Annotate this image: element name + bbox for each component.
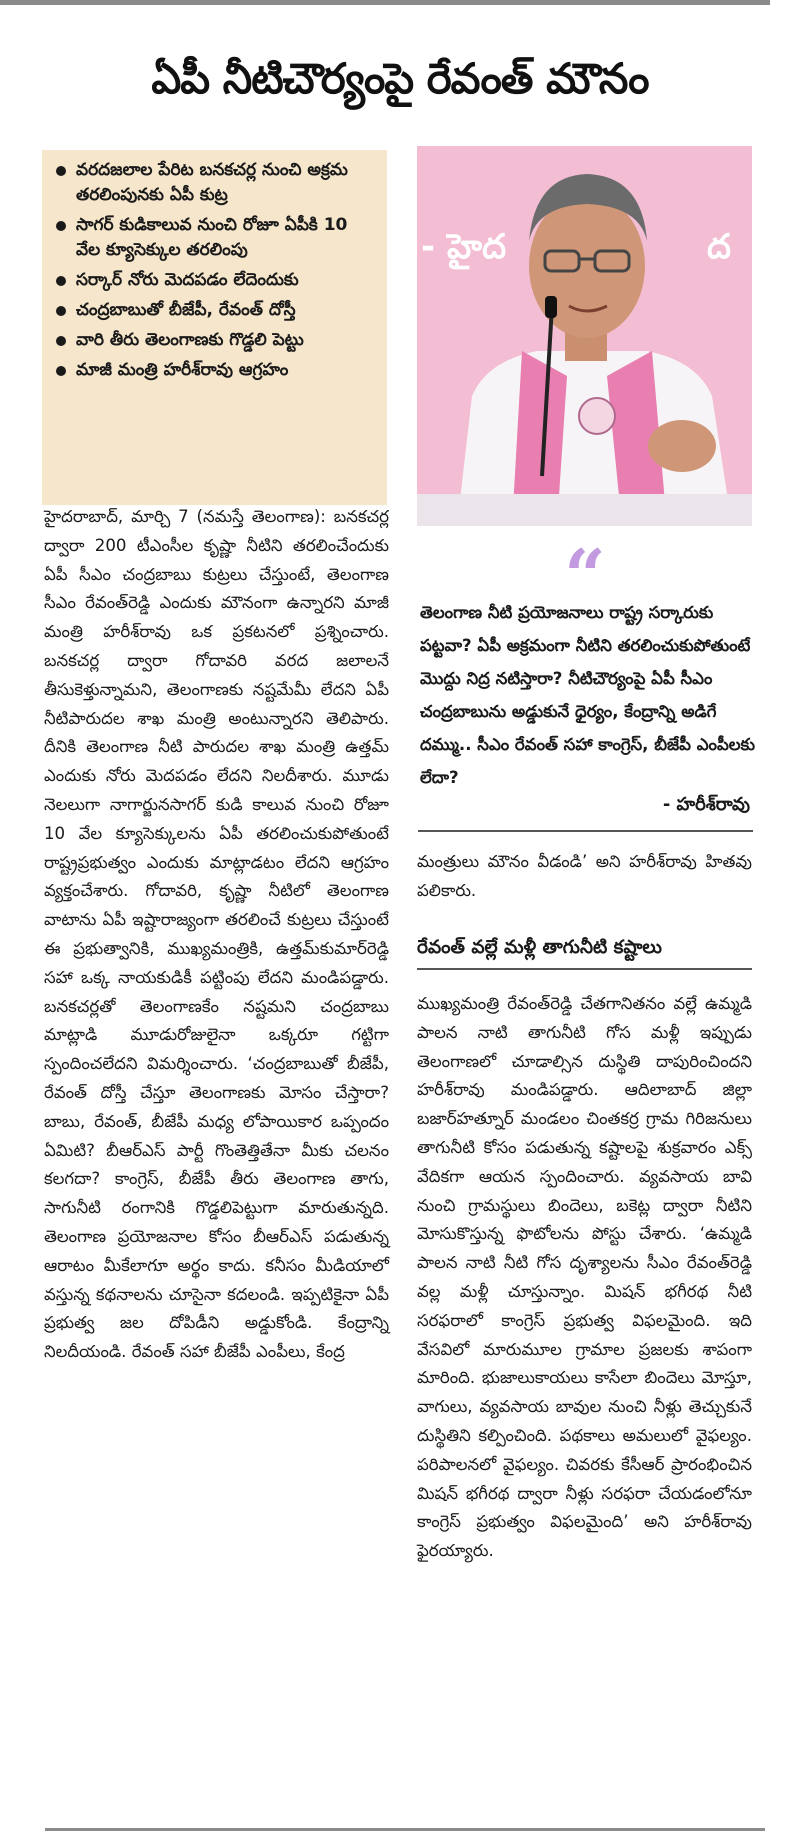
highlight-item — [56, 158, 377, 208]
article-body-right-bottom — [417, 990, 752, 1566]
highlight-item — [56, 298, 377, 323]
highlight-text: మాజీ మంత్రి హరీశ్‌రావు ఆగ్రహం — [76, 360, 289, 380]
highlight-text: వరదజలాల పేరిట బనకచర్ల నుంచి అక్రమ తరలింపునకు ఏపీ కుట్ర — [76, 160, 348, 205]
banner-text: - హైద — [421, 227, 507, 267]
article-paragraph: హైదరాబాద్, మార్చి 7 (నమస్తే తెలంగాణ): బనకచర్ల ద్వారా 200 టీఎంసీల కృష్ణా నీటిని తరలించేందుకు ఏపీ సీఎం చంద్రబాబు కుట్రలు చేస్తుంటే, తెలంగాణ సీఎం రేవంత్‌రెడ్డి ఎందుకు మౌనంగా ఉన్నారని మాజీ మంత్రి హరీశ్‌రావు ఒక ప్రకటనలో ప్రశ్నించారు. బనకచర్ల ద్వారా గోదావరి వరద జలాలనే తీసుకెళ్తున్నామని, తెలంగాణకు నష్టమేమీ లేదని ఏపీ నీటిపారుదల శాఖ మంత్రి అంటున్నారని తెలిపారు. దీనికి తెలంగాణ నీటి పారుదల శాఖ మంత్రి ఉత్తమ్ ఎందుకు నోరు మెదపడం లేదని నిలదీశారు. మూడు నెలలుగా నాగార్జునసాగర్ కుడి కాలువ నుంచి రోజూ 10 వేల క్యూసెక్కులను ఏపీ తరలించుకుపోతుంటే రాష్ట్రప్రభుత్వం ఎందుకు మాట్లాడటం లేదని ఆగ్రహం వ్యక్తంచేశారు. గోదావరి, కృష్ణా నీటిలో తెలంగాణ వాటాను ఏపీ ఇష్టారాజ్యంగా తరలించే కుట్రలు చేస్తుంటే ఈ ప్రభుత్వానికి, ముఖ్యమంత్రికి, ఉత్తమ్‌కుమార్‌రెడ్డి సహా ఒక్క నాయకుడికీ పట్టింపు లేదని మండిపడ్డారు. బనకచర్లతో తెలంగాణకేం నష్టమని చంద్రబాబు మాట్లాడి మూడురోజులైనా ఒక్కరూ గట్టిగా స్పందించలేదని విమర్శించారు. ‘చంద్రబాబుతో బీజేపీ, రేవంత్ దోస్తీ చేస్తూ తెలంగాణకు మోసం చేస్తారా? బాబు, రేవంత్, బీజేపీ మధ్య లోపాయికార ఒప్పందం ఏమిటి? బీఆర్‌ఎస్ పార్టీ గొంతెత్తితేనా మీకు చలనం కలగదా? కాంగ్రెస్, బీజేపీ తీరు తెలంగాణ తాగు, సాగునీటి రంగానికి గొడ్డలిపెట్టుగా మారుతున్నది. తెలంగాణ ప్రయోజనాల కోసం బీఆర్‌ఎస్ పడుతున్న ఆరాటం మీకేలాగూ అర్థం కాదు. కనీసం మీడియాలో వస్తున్న కథనాలను చూసైనా కదలండి. ఇప్పటికైనా ఏపీ ప్రభుత్వ జల దోపిడీని అడ్డుకోండి. కేంద్రాన్ని నిలదీయండి. రేవంత్ సహా బీజేపీ ఎంపీలు, కేంద్ర — [44, 507, 389, 1362]
pull-quote: తెలంగాణ నీటి ప్రయోజనాలు రాష్ట్ర సర్కారుకు పట్టవా? ఏపీ అక్రమంగా నీటిని తరలించుకుపోతుంటే మొద్దు నిద్ర నటిస్తారా? నీటిచౌర్యంపై ఏపీ సీఎం చంద్రబాబును అడ్డుకునే ధైర్యం, కేంద్రాన్ని అడిగే దమ్ము.. సీఎం రేవంత్ సహా కాంగ్రెస్, బీజేపీ ఎంపీలకు లేదా? — [420, 603, 755, 787]
speaker-photo — [417, 146, 752, 526]
speaker-illustration — [417, 146, 752, 526]
top-rule — [0, 0, 770, 5]
highlight-item — [56, 328, 377, 353]
bullet-icon — [56, 306, 66, 316]
bottom-rule — [45, 1828, 765, 1831]
article-body-right-top — [417, 848, 752, 906]
bullet-icon — [56, 276, 66, 286]
headline: ఏపీ నీటిచౌర్యంపై రేవంత్ మౌనం — [151, 54, 649, 103]
article-paragraph: మంత్రులు మౌనం వీడండి’ అని హరీశ్‌రావు హితవు పలికారు. — [417, 852, 752, 900]
banner-text-right: ద — [707, 227, 732, 267]
highlight-item — [56, 213, 377, 263]
highlight-text: చంద్రబాబుతో బీజేపీ, రేవంత్ దోస్తీ — [76, 300, 296, 320]
highlight-text: సర్కార్ నోరు మెదపడం లేదెందుకు — [76, 270, 299, 290]
highlight-text: వారి తీరు తెలంగాణకు గొడ్డలి పెట్టు — [76, 330, 304, 350]
subheading: రేవంత్ వల్లే మళ్లీ తాగునీటి కష్టాలు — [417, 937, 662, 958]
bullet-icon — [56, 166, 66, 176]
bullet-icon — [56, 366, 66, 376]
article-paragraph: ముఖ్యమంత్రి రేవంత్‌రెడ్డి చేతగానితనం వల్లే ఉమ్మడి పాలన నాటి తాగునీటి గోస మళ్లీ ఇప్పుడు తెలంగాణలో చూడాల్సిన దుస్థితి దాపురించిందని హరీశ్‌రావు మండిపడ్డారు. ఆదిలాబాద్ జిల్లా బజార్‌హత్నూర్ మండలం చింతకర్ర గ్రామ గిరిజనులు తాగునీటి కోసం పడుతున్న కష్టాలపై శుక్రవారం ఎక్స్ వేదికగా ఆయన స్పందించారు. వ్యవసాయ బావి నుంచి గ్రామస్థులు బిందెలు, బకెట్ల ద్వారా నీటిని మోసుకొస్తున్న ఫొటోలను పోస్టు చేశారు. ‘ఉమ్మడి పాలన నాటి నీటి గోస దృశ్యాలను సీఎం రేవంత్‌రెడ్డి వల్ల మళ్లీ చూస్తున్నాం. మిషన్ భగీరథ నీటి సరఫరాలో కాంగ్రెస్ ప్రభుత్వ విఫలమైంది. ఇది వేసవిలో మారుమూల గ్రామాల ప్రజలకు శాపంగా మారింది. భుజాలుకాయలు కాసేలా బిందెలు మోస్తూ, వాగులు, వ్యవసాయ బావుల నుంచి నీళ్లు తెచ్చుకునే దుస్థితిని కల్పించింది. పథకాలు అమలులో వైఫల్యం. పరిపాలనలో వైఫల్యం. చివరకు కేసీఆర్ ప్రారంభించిన మిషన్ భగీరథ ద్వారా నీళ్లు సరఫరా చేయడంలోనూ కాంగ్రెస్ ప్రభుత్వం విఫలమైంది’ అని హరీశ్‌రావు ఫైరయ్యారు. — [417, 994, 752, 1561]
quote-author: - హరీశ్‌రావు — [662, 794, 750, 815]
highlights-box — [42, 150, 387, 505]
bullet-icon — [56, 336, 66, 346]
highlight-text: సాగర్ కుడికాలువ నుంచి రోజూ ఏపీకి 10 వేల క్యూసెక్కుల తరలింపు — [76, 215, 348, 260]
highlight-item — [56, 358, 377, 383]
divider — [418, 830, 753, 832]
highlight-item — [56, 268, 377, 293]
quote-icon: “ — [564, 533, 606, 618]
article-body-left — [44, 503, 389, 1367]
bullet-icon — [56, 221, 66, 231]
divider — [417, 968, 752, 970]
